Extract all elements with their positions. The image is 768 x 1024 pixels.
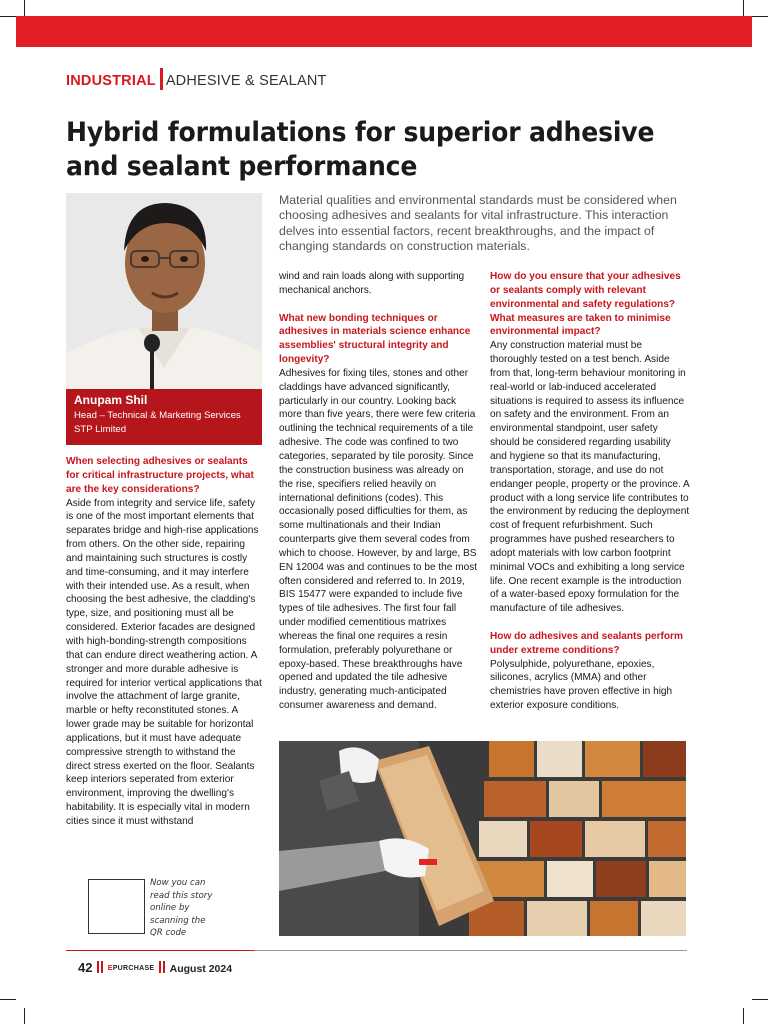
footer-separator [97, 961, 99, 973]
answer-4: Polysulphide, polyurethane, epoxies, silicones, acrylics (MMA) and other chemistries have proven effective in high exterior exposure conditions. [490, 658, 673, 712]
section-header [66, 68, 327, 90]
question-1: When selecting adhesives or sealants for critical infrastructure projects, what are the key considerations? [66, 456, 254, 495]
answer-1: Aside from integrity and service life, safety is one of the most important elements that separates bridge and high-rise applications from others. On the other side, repairing and maintaining such structures is costly and time-consuming, and it may interfere with their intended use. As a result, when choosing the best adhesive, the cladding's type, size, and positioning must all be considered. Exterior facades are designed with high-bonding-strength compositions that can endure direct weathering action. A stronger and more durable adhesive is required for interior vertical applications that involve the attachment of large granite, marble or hefty reconstituted stones. A lower grade may be suitable for horizontal applications, but it must have adequate compressive strength to withstand the direct stress exerted on the floor. Sealants keep interiors seperated from exterior environment, improving the dwelling's habitability. It is especially vital in modern cities since it must withstand [66, 497, 262, 827]
article-column-3 [490, 270, 690, 713]
answer-1-continued: wind and rain loads along with supporting mechanical anchors. [279, 271, 465, 296]
footer-separator [163, 961, 165, 973]
article-column-2 [279, 270, 479, 713]
author-role [74, 409, 262, 437]
portrait-illustration [66, 193, 262, 389]
crop-mark [24, 1008, 25, 1024]
author-company: STP Limited [74, 424, 127, 435]
crop-mark [24, 0, 25, 16]
top-banner [16, 16, 752, 47]
section-divider [160, 68, 163, 90]
article-headline: Hybrid formulations for superior adhesive and sealant performance [66, 117, 655, 182]
question-3: How do you ensure that your adhesives or sealants comply with relevant environmental and safety regulations? What measures are taken to minimise environmental impact? [490, 271, 681, 338]
footer-separator [159, 961, 161, 973]
crop-mark [743, 0, 744, 16]
issue-date: August 2024 [169, 963, 233, 975]
author-portrait [66, 193, 262, 389]
crop-mark [752, 999, 768, 1000]
section-category: INDUSTRIAL [66, 73, 156, 89]
answer-3: Any construction material must be thoroughly tested on a test bench. Aside from that, long-term behaviour monitoring in real-world or lab-induced accelerated situations is required to assess its influence on safety and the environment. From an environmental standpoint, user safety should be considered regarding usability and hygiene so that its manufacturing, transportation, storage, and use do not endanger people, property or the province. A product with a long service life contributes to the environment by reducing the deployment cost of frequent refurbishment. Such programmes have pushed researchers to adopt materials with low carbon footprint minimal VOCs and exhibiting a long service life. One recent example is the introduction of a water-based epoxy formulation for the manufacture of tile adhesives. [490, 340, 690, 615]
author-caption [66, 389, 262, 445]
answer-2: Adhesives for fixing tiles, stones and other claddings have advanced significantly, particularly in our country. Looking back more than five years, there were few criteria outlining the technical requirements of a tile adhesive. The code was confined to two categories, separated by tile porosity. Since the construction business was already on the rise, specifiers relied heavily on international definitions (codes). This occasionally posed difficulties for them, as some multinationals and their Indian counterparts give them several codes from which to choose. However, by and large, BS EN 12004 was and continues to be the most often considered and referred to. In 2019, BIS 15477 were expanded to include five types of tile adhesives. The first four fall under modified cementitious matrixes whereas the final one requires a resin formulation, preferably polyurethane or epoxy-based. These breakthroughs have opened and updated the tile adhesive industry, generating much-anticipated consumer awareness and demand. [279, 367, 478, 712]
crop-mark [0, 999, 16, 1000]
footer-rule-accent [66, 950, 254, 951]
author-name: Anupam Shil [74, 393, 148, 407]
article-intro: Material qualities and environmental standards must be considered when choosing adhesives and sealants for vital infrastructure. This interaction delves into essential factors, recent breakthroughs, and the impact of changing standards on construction materials. [279, 193, 677, 253]
page-number: 42 [78, 960, 93, 975]
magazine-logo [108, 965, 155, 972]
question-2: What new bonding techniques or adhesives in materials science enhance assemblies' structural integrity and longevity? [279, 312, 471, 366]
logo-text: PURCHASE [112, 965, 155, 972]
footer-separator [101, 961, 103, 973]
crop-mark [0, 16, 16, 17]
tile-installation-photo [279, 741, 686, 936]
qr-note: Now you can read this story online by scanning the QR code [150, 878, 213, 939]
article-column-1 [66, 455, 262, 829]
crop-mark [752, 16, 768, 17]
qr-code-placeholder[interactable] [88, 879, 145, 934]
section-subcategory: ADHESIVE & SEALANT [165, 73, 327, 89]
crop-mark [743, 1008, 744, 1024]
question-4: How do adhesives and sealants perform under extreme conditions? [490, 630, 683, 656]
logo-prefix: E [107, 965, 113, 972]
tile-photo-illustration [279, 741, 686, 936]
author-title: Head – Technical & Marketing Services [74, 410, 241, 421]
page-footer [78, 960, 232, 975]
